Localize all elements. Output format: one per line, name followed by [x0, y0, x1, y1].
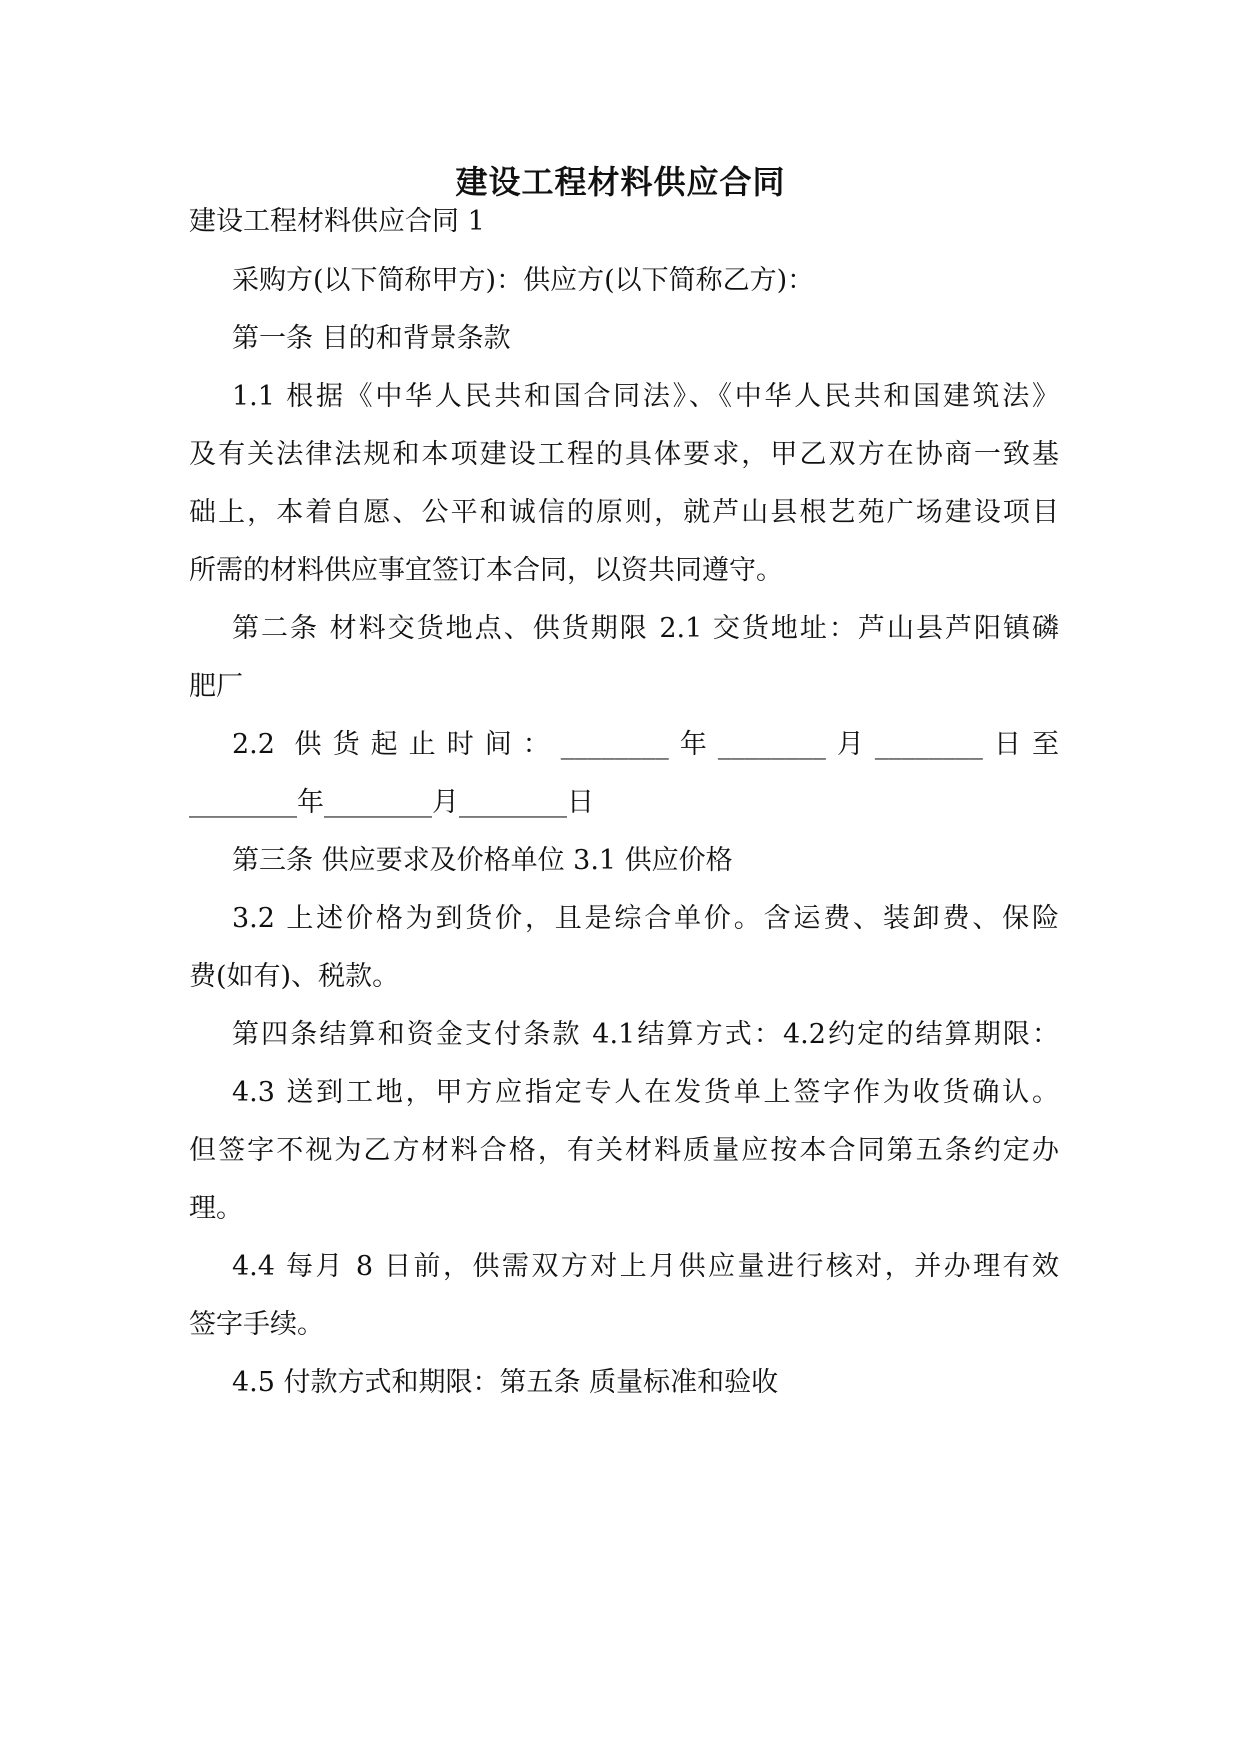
clause-3-2-line-2: 费(如有)、税款。 [189, 961, 400, 992]
clause-2-2-line-2: ________年________月________日 [189, 787, 594, 818]
article-4-heading: 第四条结算和资金支付条款 4.1结算方式：4.2约定的结算期限： [232, 1019, 1059, 1050]
clause-1-1-line-2: 及有关法律法规和本项建设工程的具体要求，甲乙双方在协商一致基 [189, 439, 1059, 470]
clause-1-1-line-3: 础上，本着自愿、公平和诚信的原则，就芦山县根艺苑广场建设项目 [189, 497, 1059, 528]
parties-line: 采购方(以下简称甲方)：供应方(以下简称乙方)： [232, 265, 815, 296]
clause-1-1-line-4: 所需的材料供应事宜签订本合同，以资共同遵守。 [189, 555, 783, 586]
article-2-line-1: 第二条 材料交货地点、供货期限 2.1 交货地址：芦山县芦阳镇磷 [232, 613, 1059, 644]
clause-2-2-line-1: 2.2 供货起止时间：________年________月________日至 [232, 729, 1059, 760]
clause-3-2-line-1: 3.2 上述价格为到货价，且是综合单价。含运费、装卸费、保险 [232, 903, 1059, 934]
article-2-line-2: 肥厂 [189, 671, 243, 702]
article-1-heading: 第一条 目的和背景条款 [232, 323, 511, 354]
clause-4-3-line-1: 4.3 送到工地，甲方应指定专人在发货单上签字作为收货确认。 [232, 1077, 1059, 1108]
subtitle-line: 建设工程材料供应合同 1 [189, 206, 485, 237]
document-title: 建设工程材料供应合同 [455, 163, 786, 201]
clause-4-3-line-2: 但签字不视为乙方材料合格，有关材料质量应按本合同第五条约定办 [189, 1135, 1059, 1166]
clause-1-1-line-1: 1.1 根据《中华人民共和国合同法》、《中华人民共和国建筑法》 [232, 381, 1059, 412]
clause-4-4-line-1: 4.4 每月 8 日前，供需双方对上月供应量进行核对，并办理有效 [232, 1251, 1059, 1282]
clause-4-4-line-2: 签字手续。 [189, 1309, 324, 1340]
article-3-heading: 第三条 供应要求及价格单位 3.1 供应价格 [232, 845, 733, 876]
clause-4-5-line: 4.5 付款方式和期限：第五条 质量标准和验收 [232, 1367, 779, 1398]
clause-4-3-line-3: 理。 [189, 1193, 243, 1224]
